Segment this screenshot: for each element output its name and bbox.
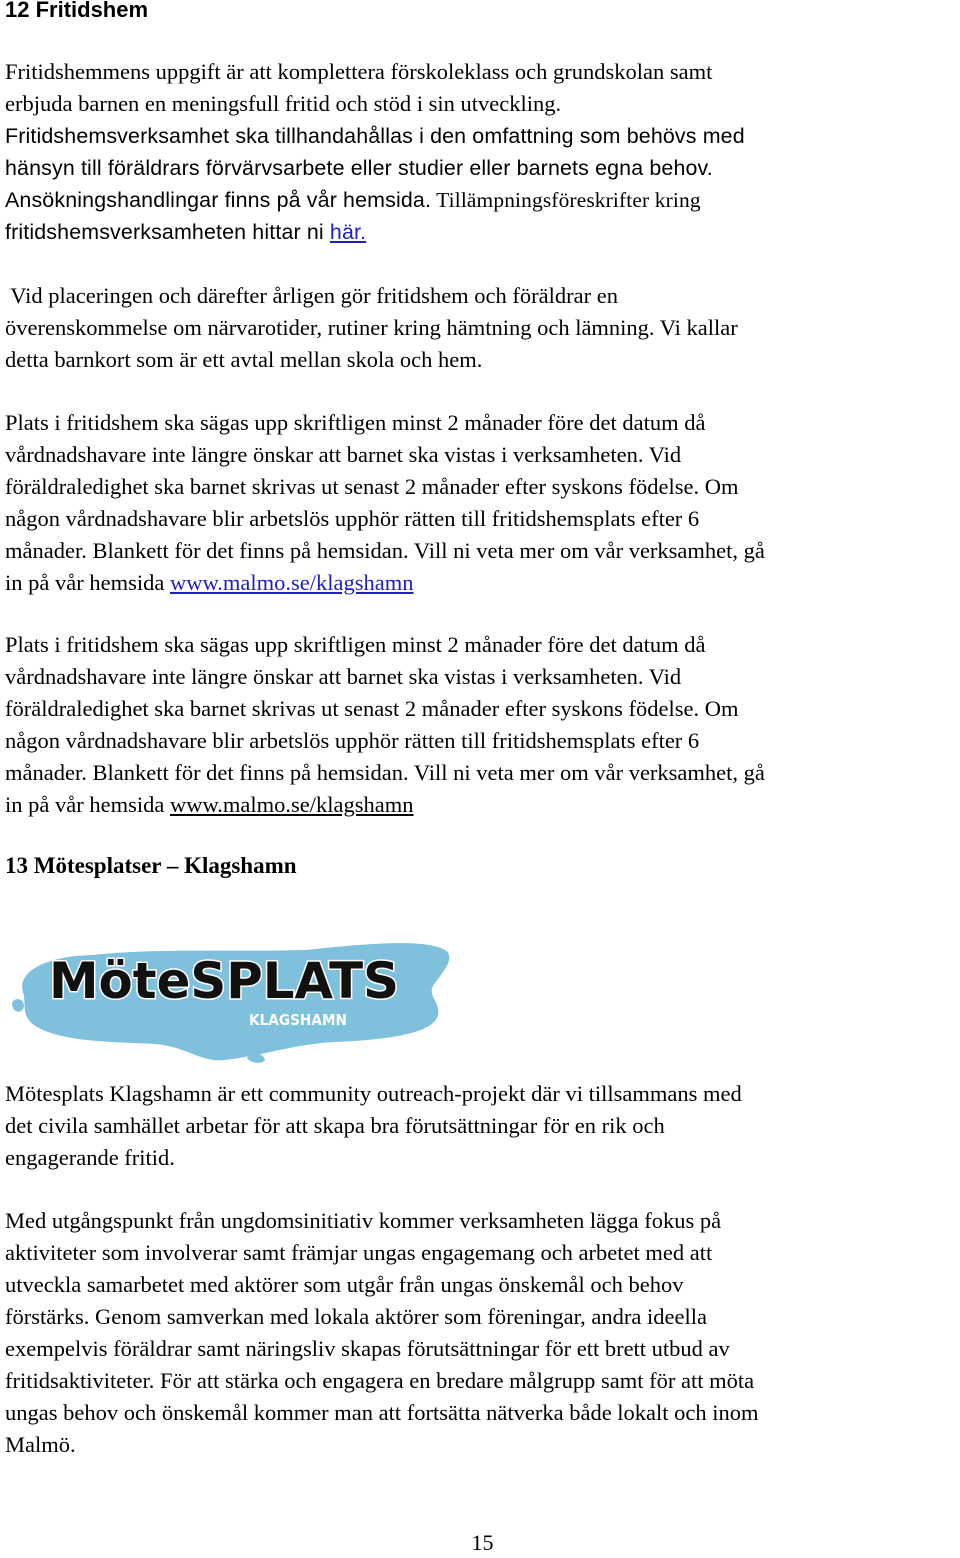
text-line: månader. Blankett för det finns på hemsidan. Vill ni veta mer om vår verksamhet, gå [5,538,765,563]
text-fragment: in på vår hemsida [5,792,170,817]
text-line [5,184,960,216]
text-fragment: Ansökningshandlingar finns på vår hemsida. [5,188,432,212]
text-line: Plats i fritidshem ska sägas upp skriftligen minst 2 månader före det datum då [5,410,706,435]
text-line: överenskommelse om närvarotider, rutiner kring hämtning och lämning. Vi kallar [5,315,738,340]
text-line: engagerande fritid. [5,1145,175,1170]
text-line: Vid placeringen och därefter årligen gör fritidshem och föräldrar en [5,283,618,308]
section-12-heading: 12 Fritidshem [5,0,149,22]
text-line: utveckla samarbetet med aktörer som utgår från ungas önskemål och behov [5,1272,684,1297]
malmo-klagshamn-link[interactable] [170,570,414,595]
text-line: någon vårdnadshavare blir arbetslös upphör rätten till fritidshemsplats efter 6 [5,728,700,753]
text-line: föräldraledighet ska barnet skrivas ut senast 2 månader efter syskons födelse. Om [5,474,739,499]
motesplats-klagshamn-logo [5,930,455,1065]
malmo-klagshamn-link-2[interactable]: www.malmo.se/klagshamn [169,792,414,817]
text-line: Fritidshemsverksamhet ska tillhandahållas i den omfattning som behövs med [5,124,745,148]
motesplats-intro-paragraph [5,1078,960,1174]
text-line [5,567,960,599]
uppsagning-paragraph-1 [5,407,960,599]
text-line: Plats i fritidshem ska sägas upp skriftligen minst 2 månader före det datum då [5,632,706,657]
text-line: vårdnadshavare inte längre önskar att barnet ska vistas i verksamheten. Vid [5,664,682,689]
text-line [5,789,960,821]
text-line: Fritidshemmens uppgift är att komplettera förskoleklass och grundskolan samt [5,59,713,84]
fritidshem-intro-paragraph [5,56,960,248]
uppsagning-paragraph-2 [5,629,960,821]
text-line [5,216,960,248]
text-line: hänsyn till föräldrars förvärvsarbete eller studier eller barnets egna behov. [5,156,713,180]
logo-subtitle-text: KLAGSHAMN [249,1011,347,1029]
text-line: någon vårdnadshavare blir arbetslös upphör rätten till fritidshemsplats efter 6 [5,506,700,531]
page-number: 15 [471,1530,494,1555]
section-13-heading: 13 Mötesplatser – Klagshamn [5,853,297,878]
har-link[interactable]: här. [329,220,367,244]
text-line: exempelvis föräldrar samt näringsliv skapas förutsättningar för ett brett utbud av [5,1336,730,1361]
barnkort-paragraph [5,280,960,376]
text-line: aktiviteter som involverar samt främjar ungas engagemang och arbetet med att [5,1240,713,1265]
text-line: förstärks. Genom samverkan med lokala aktörer som föreningar, andra ideella [5,1304,707,1329]
text-line: månader. Blankett för det finns på hemsidan. Vill ni veta mer om vår verksamhet, gå [5,760,765,785]
logo-title-text: MöteSPLATS [49,952,399,1010]
logo-splash-drip [12,999,24,1012]
text-line: det civila samhället arbetar för att skapa bra förutsättningar för en rik och [5,1113,665,1138]
text-fragment: fritidshemsverksamheten hittar ni [5,220,330,244]
text-line: erbjuda barnen en meningsfull fritid och stöd i sin utveckling. [5,91,562,116]
text-line: föräldraledighet ska barnet skrivas ut senast 2 månader efter syskons födelse. Om [5,696,739,721]
text-fragment: Tillämpningsföreskrifter kring [431,188,701,212]
text-line: Med utgångspunkt från ungdomsinitiativ kommer verksamheten lägga fokus på [5,1208,722,1233]
link-fragment: www.malmo [169,570,286,595]
motesplats-focus-paragraph [5,1205,960,1461]
text-line: detta barnkort som är ett avtal mellan skola och hem. [5,347,483,372]
text-line: Malmö. [5,1432,76,1457]
text-line: Mötesplats Klagshamn är ett community outreach-projekt där vi tillsammans med [5,1081,742,1106]
text-fragment: in på vår hemsida [5,570,170,595]
text-line: vårdnadshavare inte längre önskar att barnet ska vistas i verksamheten. Vid [5,442,682,467]
text-line: ungas behov och önskemål kommer man att fortsätta nätverka både lokalt och inom [5,1400,759,1425]
text-line: fritidsaktiviteter. För att stärka och engagera en bredare målgrupp samt för att möta [5,1368,755,1393]
link-fragment: .se/klagshamn [285,570,414,595]
